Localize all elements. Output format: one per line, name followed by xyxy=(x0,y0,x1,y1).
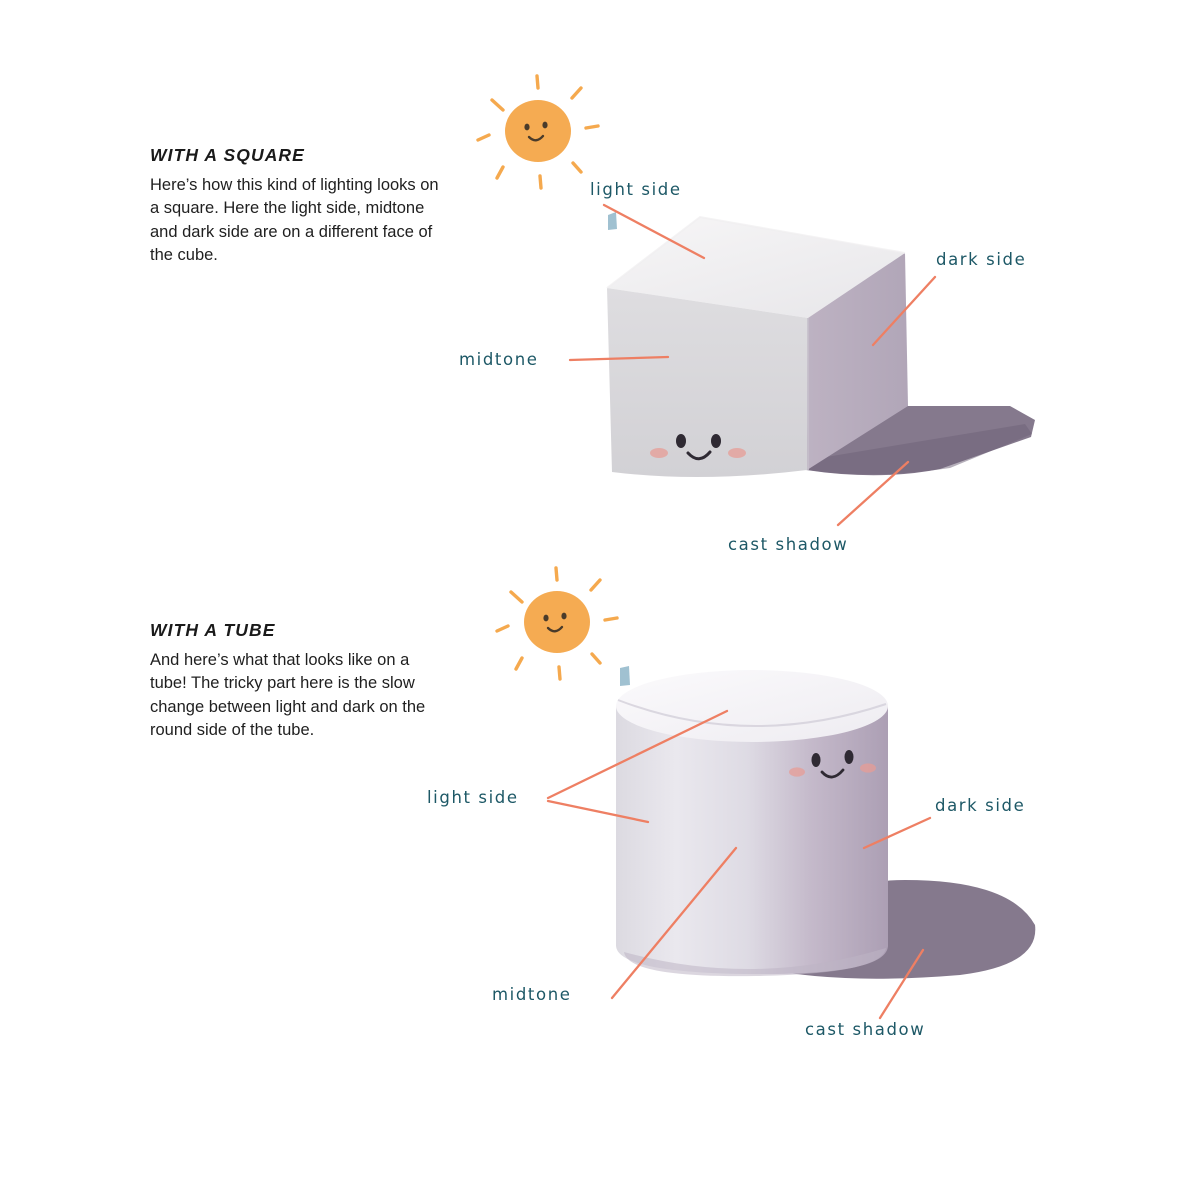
tube-heading: WITH A TUBE xyxy=(150,620,276,640)
sun-icon xyxy=(497,568,617,679)
cylinder-light-side-top xyxy=(616,670,888,742)
square-body: Here’s how this kind of lighting looks on a square. Here the light side, midtone and dark side are on a different face of the cube. xyxy=(150,176,439,265)
label-light-side-square: light side xyxy=(590,180,682,199)
label-light-side-tube: light side xyxy=(427,788,519,807)
tube-body: And here’s what that looks like on a tube! The tricky part here is the slow change between light and dark on the round side of the tube. xyxy=(150,651,426,740)
label-midtone-tube: midtone xyxy=(492,985,572,1004)
label-cast-shadow-tube: cast shadow xyxy=(805,1020,926,1039)
label-cast-shadow-square: cast shadow xyxy=(728,535,849,554)
cylinder-shape xyxy=(616,666,888,976)
label-midtone-square: midtone xyxy=(459,350,539,369)
label-dark-side-square: dark side xyxy=(936,250,1027,269)
square-heading: WITH A SQUARE xyxy=(150,145,305,165)
label-dark-side-tube: dark side xyxy=(935,796,1026,815)
